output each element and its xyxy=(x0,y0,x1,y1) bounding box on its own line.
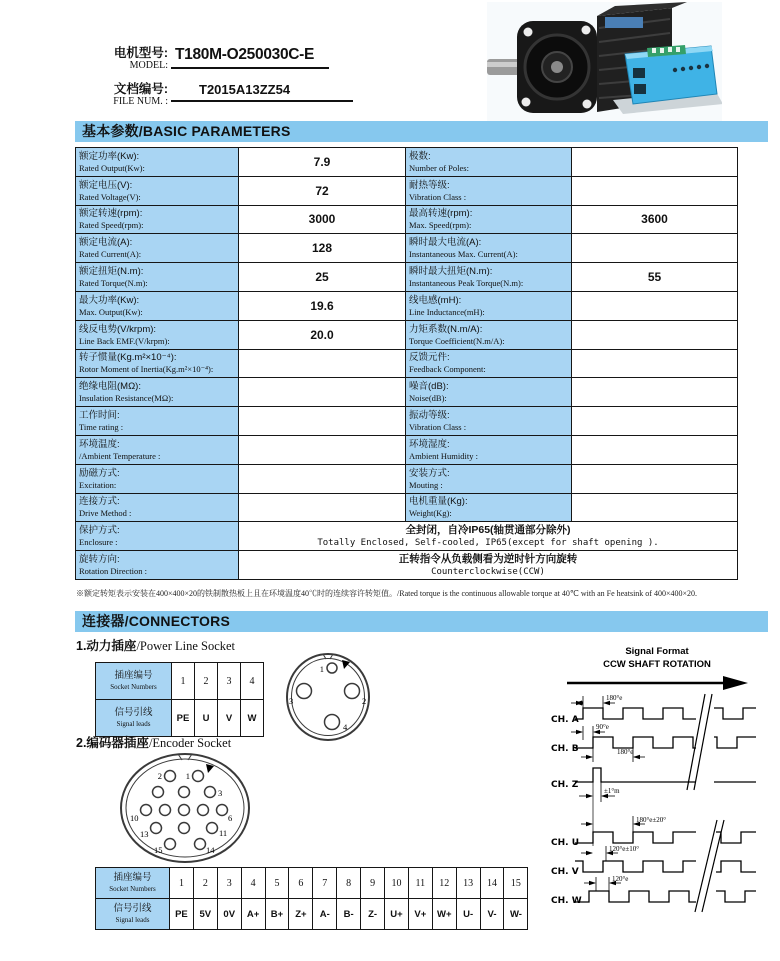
param-label: 最高转速(rpm): Max. Speed(rpm): xyxy=(406,205,572,234)
basic-parameter-row xyxy=(76,148,738,177)
param-label: 线电感(mH): Line Inductance(mH): xyxy=(406,291,572,320)
model-value: T180M-O250030C-E xyxy=(171,46,329,69)
key-mark-icon xyxy=(206,764,214,773)
socket-number-cell: 15 xyxy=(504,868,528,899)
param-value xyxy=(572,435,738,464)
socket-table-header: 插座编号 Socket Numbers xyxy=(96,868,170,899)
param-label: 极数: Number of Poles: xyxy=(406,148,572,177)
encoder-socket-title-cn: 2.编码器插座 xyxy=(76,736,149,750)
socket-numbers-row xyxy=(96,868,528,899)
param-label: 线反电势(V/krpm): Line Back EMF.(V/krpm): xyxy=(76,320,239,349)
channel-w-wave xyxy=(575,891,756,902)
channel-a-wave xyxy=(575,708,756,719)
basic-parameter-row xyxy=(76,349,738,378)
basic-parameter-row xyxy=(76,464,738,493)
svg-text:180°e: 180°e xyxy=(606,694,623,702)
param-label: 力矩系数(N.m/A): Torque Coefficient(N.m/A): xyxy=(406,320,572,349)
param-label: 耐热等级: Vibration Class : xyxy=(406,176,572,205)
socket-number-cell: 7 xyxy=(313,868,337,899)
signal-lead-cell: U xyxy=(195,700,218,737)
motor-flange xyxy=(517,21,597,113)
param-value-span: 全封闭，自冷IP65(轴贯通部分除外) Totally Enclosed, Self-cooled, IP65(except for shaft opening ). xyxy=(239,522,738,551)
power-socket-table xyxy=(95,662,264,737)
param-value xyxy=(239,435,406,464)
product-photo xyxy=(487,2,722,124)
param-value: 3600 xyxy=(572,205,738,234)
file-label-en: FILE NUM. : xyxy=(113,96,168,107)
encoder-pin-holes xyxy=(141,771,228,850)
power-socket-title-cn: 1.动力插座 xyxy=(76,639,137,653)
param-value xyxy=(572,148,738,177)
basic-parameter-span-row xyxy=(76,551,738,580)
param-label: 电机重量(Kg): Weight(Kg): xyxy=(406,493,572,522)
file-number-field xyxy=(75,82,353,108)
power-pin-3-hole xyxy=(297,684,312,699)
param-label: 环境温度: /Ambient Temperature : xyxy=(76,435,239,464)
param-value: 25 xyxy=(239,263,406,292)
basic-parameter-row xyxy=(76,263,738,292)
encoder-socket-title xyxy=(76,733,231,751)
socket-number-cell: 8 xyxy=(337,868,361,899)
section-bar-basic-parameters: 基本参数/BASIC PARAMETERS xyxy=(75,121,768,142)
channel-v-dimension xyxy=(581,845,639,861)
signal-lead-cell: Z- xyxy=(361,899,385,930)
param-label: 额定电流(A): Rated Current(A): xyxy=(76,234,239,263)
signal-lead-cell: B- xyxy=(337,899,361,930)
basic-parameter-row xyxy=(76,320,738,349)
power-socket-diagram xyxy=(284,651,372,743)
encoder-pin-label-13: 13 xyxy=(140,829,149,839)
signal-leads-row xyxy=(96,899,528,930)
socket-number-cell: 3 xyxy=(218,663,241,700)
basic-parameter-row xyxy=(76,176,738,205)
rotation-arrow-icon xyxy=(567,676,748,690)
socket-number-cell: 12 xyxy=(432,868,456,899)
channel-b-wave xyxy=(575,737,756,748)
basic-parameter-row xyxy=(76,205,738,234)
signal-lead-cell: B+ xyxy=(265,899,289,930)
socket-number-cell: 4 xyxy=(241,663,264,700)
svg-text:90°e: 90°e xyxy=(596,723,609,731)
power-pin-2-hole xyxy=(345,684,360,699)
socket-number-cell: 1 xyxy=(172,663,195,700)
power-pin-label-1: 1 xyxy=(319,664,324,674)
motor-nameplate xyxy=(605,17,643,28)
signal-lead-cell: U- xyxy=(456,899,480,930)
encoder-pin-label-3: 3 xyxy=(218,788,223,798)
socket-number-cell: 6 xyxy=(289,868,313,899)
signal-lead-cell: 0V xyxy=(217,899,241,930)
param-value xyxy=(572,176,738,205)
param-value: 3000 xyxy=(239,205,406,234)
svg-text:180°e±20°: 180°e±20° xyxy=(636,816,667,824)
channel-z-label: CH. Z xyxy=(551,780,579,790)
driver-connector-2 xyxy=(634,84,646,94)
model-field xyxy=(75,46,329,72)
param-value xyxy=(572,407,738,436)
channel-u-label: CH. U xyxy=(551,838,579,848)
socket-number-cell: 2 xyxy=(193,868,217,899)
svg-text:±1°m: ±1°m xyxy=(604,787,620,795)
encoder-pin-label-1: 1 xyxy=(185,771,190,781)
file-number-value: T2015A13ZZ54 xyxy=(171,82,353,102)
basic-parameters-table xyxy=(75,147,738,580)
param-label: 额定转速(rpm): Rated Speed(rpm): xyxy=(76,205,239,234)
signal-lead-cell: A+ xyxy=(241,899,265,930)
socket-number-cell: 11 xyxy=(408,868,432,899)
param-label: 噪音(dB): Noise(dB): xyxy=(406,378,572,407)
encoder-pin-label-6: 6 xyxy=(228,813,233,823)
socket-number-cell: 2 xyxy=(195,663,218,700)
signal-format-title-1: Signal Format xyxy=(625,646,689,657)
channel-u-wave xyxy=(575,832,756,843)
param-value xyxy=(572,291,738,320)
socket-number-cell: 9 xyxy=(361,868,385,899)
socket-table-header: 信号引线 Signal leads xyxy=(96,899,170,930)
param-value xyxy=(239,407,406,436)
power-pin-1-hole xyxy=(327,663,337,673)
socket-number-cell: 3 xyxy=(217,868,241,899)
socket-number-cell: 4 xyxy=(241,868,265,899)
signal-lead-cell: V xyxy=(218,700,241,737)
param-label: 额定扭矩(N.m): Rated Torque(N.m): xyxy=(76,263,239,292)
basic-parameter-row xyxy=(76,407,738,436)
encoder-socket-table xyxy=(95,867,528,930)
signal-format-title-2: CCW SHAFT ROTATION xyxy=(603,659,711,670)
param-value xyxy=(572,378,738,407)
signal-lead-cell: W- xyxy=(504,899,528,930)
section-bar-connectors: 连接器/CONNECTORS xyxy=(75,611,768,632)
channel-w-label: CH. W xyxy=(551,896,582,906)
power-pin-4-hole xyxy=(325,715,340,730)
signal-lead-cell: PE xyxy=(172,700,195,737)
param-label: 转子惯量(Kg.m²×10⁻⁴): Rotor Moment of Inertia(Kg.m²×10⁻⁴): xyxy=(76,349,239,378)
param-value xyxy=(239,378,406,407)
encoder-pin-label-15: 15 xyxy=(154,845,163,855)
driver-box xyxy=(613,45,722,114)
param-value xyxy=(572,464,738,493)
power-pin-label-2: 2 xyxy=(362,696,367,706)
signal-lead-cell: W+ xyxy=(432,899,456,930)
rated-torque-note: ※额定转矩表示安装在400×400×20的铁制散热板上且在环境温度40℃时的连续容许转矩值。/Rated torque is the continuous allowable torque at 40℃ with an Fe heatsink of 400×400×20. xyxy=(76,589,697,598)
encoder-socket-diagram xyxy=(118,752,253,864)
param-value: 128 xyxy=(239,234,406,263)
basic-parameter-row xyxy=(76,435,738,464)
param-label: 绝缘电阻(MΩ): Insulation Resistance(MΩ): xyxy=(76,378,239,407)
signal-lead-cell: Z+ xyxy=(289,899,313,930)
param-label: 反馈元件: Feedback Component: xyxy=(406,349,572,378)
param-label: 励磁方式: Excitation: xyxy=(76,464,239,493)
param-label: 安装方式: Mouting : xyxy=(406,464,572,493)
signal-leads-row xyxy=(96,700,264,737)
driver-connector-1 xyxy=(633,68,645,78)
encoder-pin-label-10: 10 xyxy=(130,813,139,823)
basic-parameter-row xyxy=(76,493,738,522)
param-value: 19.6 xyxy=(239,291,406,320)
power-pin-label-4: 4 xyxy=(343,722,348,732)
file-number-label xyxy=(75,82,171,108)
encoder-pin-label-2: 2 xyxy=(157,771,162,781)
socket-number-cell: 14 xyxy=(480,868,504,899)
channel-z-wave xyxy=(575,768,756,782)
param-label: 连接方式: Drive Method : xyxy=(76,493,239,522)
power-socket-title-en: /Power Line Socket xyxy=(136,639,236,653)
socket-number-cell: 5 xyxy=(265,868,289,899)
param-label: 最大功率(Kw): Max. Output(Kw): xyxy=(76,291,239,320)
encoder-pin-label-14: 14 xyxy=(206,845,215,855)
waveform-break-marks xyxy=(687,694,724,912)
signal-lead-cell: U+ xyxy=(385,899,409,930)
file-label-cn: 文档编号: xyxy=(113,82,168,96)
param-label: 保护方式: Enclosure : xyxy=(76,522,239,551)
basic-parameter-row xyxy=(76,234,738,263)
param-value-span: 正转指令从负载侧看为逆时针方向旋转 Counterclockwise(CCW) xyxy=(239,551,738,580)
channel-v-label: CH. V xyxy=(551,867,579,877)
power-pin-label-3: 3 xyxy=(289,696,294,706)
socket-table-header: 信号引线 Signal leads xyxy=(96,700,172,737)
param-value: 20.0 xyxy=(239,320,406,349)
channel-b-label: CH. B xyxy=(551,744,579,754)
socket-table-header: 插座编号 Socket Numbers xyxy=(96,663,172,700)
param-value xyxy=(572,349,738,378)
param-value xyxy=(239,493,406,522)
signal-lead-cell: V+ xyxy=(408,899,432,930)
param-value xyxy=(239,464,406,493)
model-label-cn: 电机型号: xyxy=(113,46,168,60)
param-label: 瞬时最大电流(A): Instantaneous Max. Current(A): xyxy=(406,234,572,263)
signal-lead-cell: 5V xyxy=(193,899,217,930)
basic-parameter-row xyxy=(76,291,738,320)
param-label: 环境湿度: Ambient Humidity : xyxy=(406,435,572,464)
channel-u-dimension xyxy=(581,816,666,832)
param-value xyxy=(239,349,406,378)
signal-lead-cell: W xyxy=(241,700,264,737)
svg-text:180°e: 180°e xyxy=(617,748,634,756)
channel-z-dimension xyxy=(579,782,620,802)
channel-w-dimension xyxy=(584,875,628,891)
param-value: 7.9 xyxy=(239,148,406,177)
svg-text:120°e: 120°e xyxy=(612,875,629,883)
channel-a-dimension xyxy=(571,694,622,712)
param-label: 瞬时最大扭矩(N.m): Instantaneous Peak Torque(N.m): xyxy=(406,263,572,292)
param-label: 额定电压(V): Rated Voltage(V): xyxy=(76,176,239,205)
param-value: 55 xyxy=(572,263,738,292)
key-mark-icon xyxy=(342,660,350,669)
param-value xyxy=(572,493,738,522)
param-label: 额定功率(Kw): Rated Output(Kw): xyxy=(76,148,239,177)
power-socket-title xyxy=(76,636,235,654)
model-label xyxy=(75,46,171,72)
model-label-en: MODEL: xyxy=(129,60,168,71)
param-value xyxy=(572,234,738,263)
signal-lead-cell: PE xyxy=(170,899,194,930)
basic-parameter-row xyxy=(76,378,738,407)
encoder-socket-title-en: /Encoder Socket xyxy=(148,736,232,750)
channel-a-label: CH. A xyxy=(551,715,579,725)
signal-format-diagram xyxy=(545,640,770,938)
signal-lead-cell: A- xyxy=(313,899,337,930)
basic-parameter-span-row xyxy=(76,522,738,551)
channel-v-wave xyxy=(575,861,756,872)
socket-number-cell: 13 xyxy=(456,868,480,899)
socket-number-cell: 10 xyxy=(385,868,409,899)
param-value xyxy=(572,320,738,349)
channel-b-dimension xyxy=(571,723,645,762)
signal-lead-cell: V- xyxy=(480,899,504,930)
param-label: 工作时间: Time rating : xyxy=(76,407,239,436)
socket-number-cell: 1 xyxy=(170,868,194,899)
svg-text:120°e±10°: 120°e±10° xyxy=(609,845,640,853)
param-label: 旋转方向: Rotation Direction : xyxy=(76,551,239,580)
socket-numbers-row xyxy=(96,663,264,700)
encoder-pin-label-11: 11 xyxy=(219,828,228,838)
param-value: 72 xyxy=(239,176,406,205)
param-label: 振动等级: Vibration Class : xyxy=(406,407,572,436)
